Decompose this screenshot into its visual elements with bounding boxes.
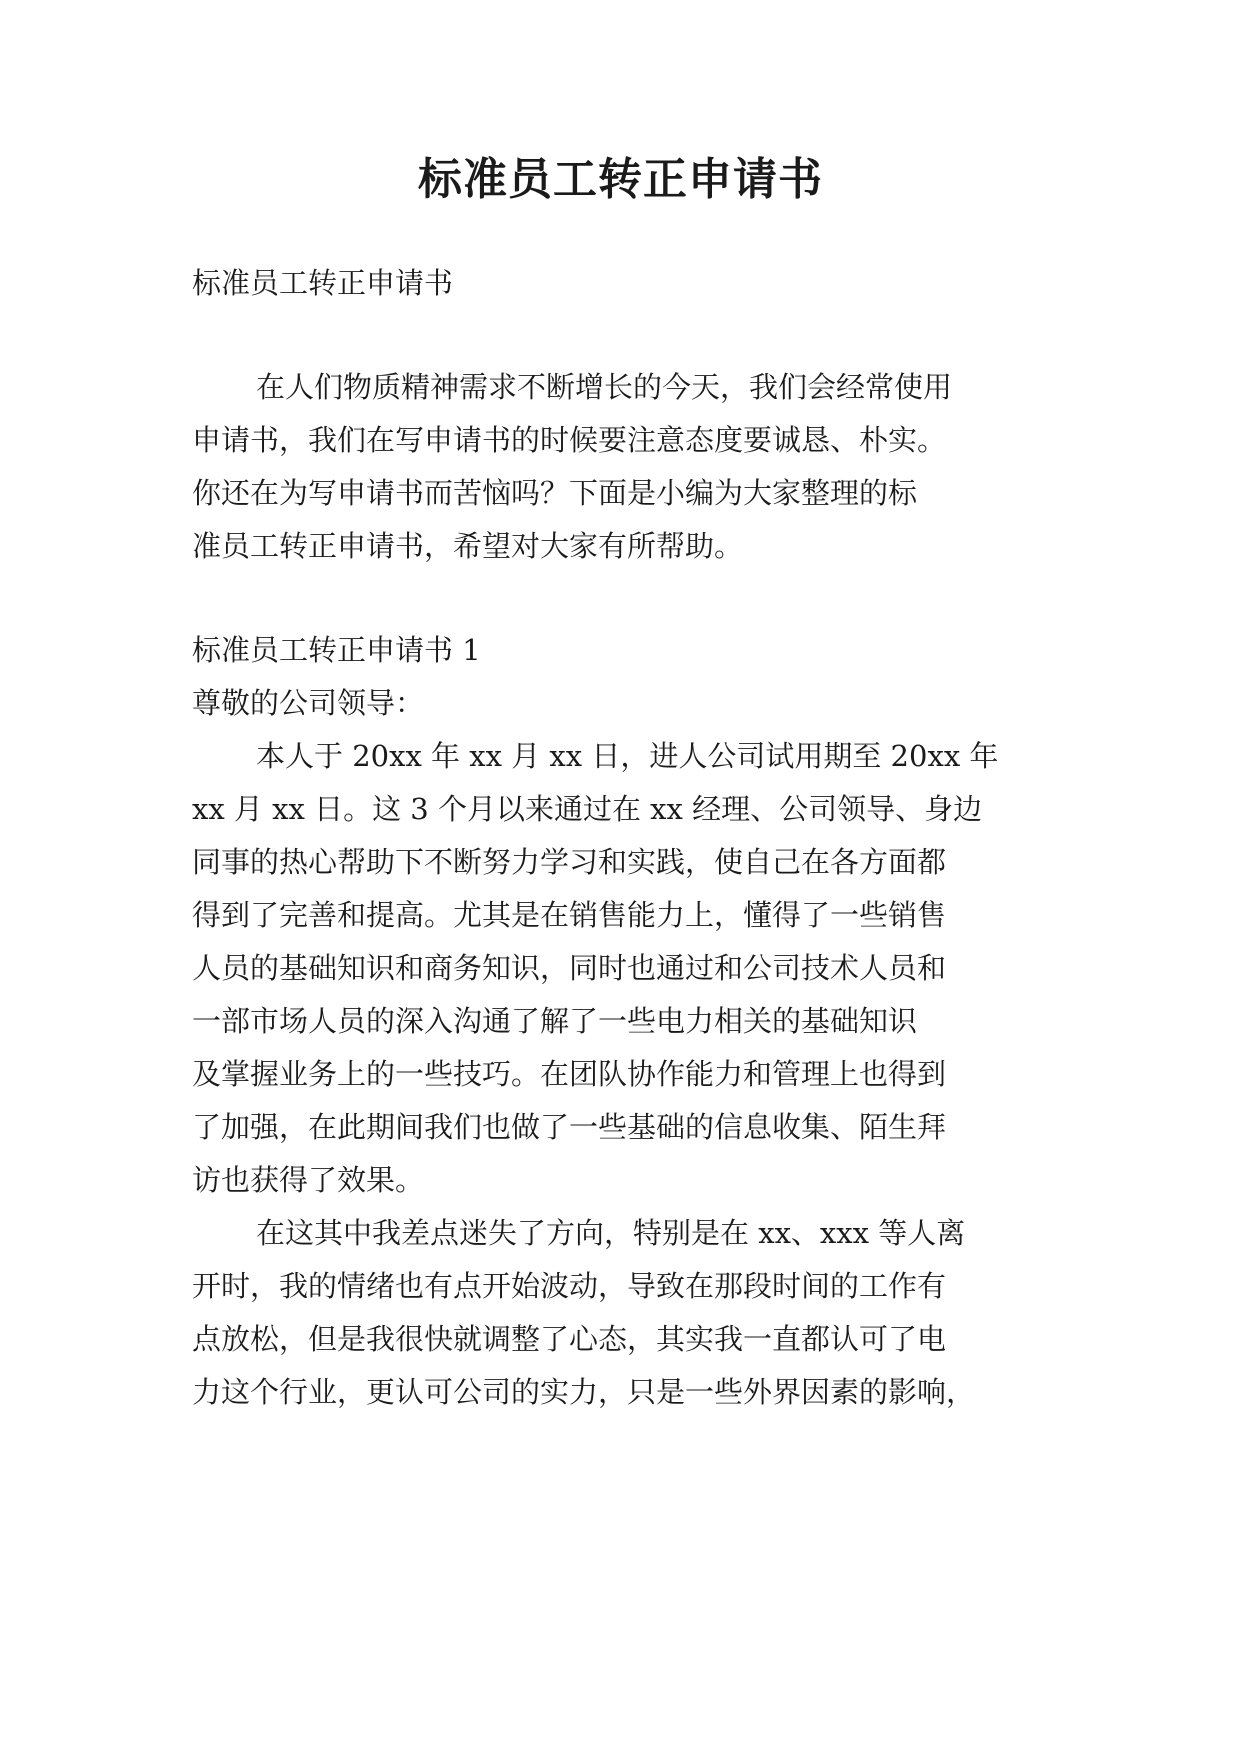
intro-line: 你还在为写申请书而苦恼吗？下面是小编为大家整理的标	[192, 476, 918, 510]
salutation: 尊敬的公司领导：	[192, 686, 425, 720]
body-line: 及掌握业务上的一些技巧。在团队协作能力和管理上也得到	[192, 1057, 947, 1091]
body-line: 同事的热心帮助下不断努力学习和实践，使自己在各方面都	[192, 845, 947, 879]
intro-line: 在人们物质精神需求不断增长的今天，我们会经常使用	[256, 370, 953, 404]
section-heading: 标准员工转正申请书 1	[192, 633, 481, 667]
body-line: 本人于 20xx 年 xx 月 xx 日，进人公司试用期至 20xx 年	[256, 739, 999, 773]
body-line: 得到了完善和提高。尤其是在销售能力上，懂得了一些销售	[192, 898, 947, 932]
body-line: 访也获得了效果。	[192, 1163, 425, 1197]
document-subtitle: 标准员工转正申请书	[192, 266, 454, 300]
body-line: 一部市场人员的深入沟通了解了一些电力相关的基础知识	[192, 1004, 918, 1038]
body-line: xx 月 xx 日。这 3 个月以来通过在 xx 经理、公司领导、身边	[192, 792, 983, 826]
body-line: 在这其中我差点迷失了方向，特别是在 xx、xxx 等人离	[256, 1216, 966, 1250]
document-title: 标准员工转正申请书	[418, 154, 823, 205]
body-line: 了加强，在此期间我们也做了一些基础的信息收集、陌生拜	[192, 1110, 947, 1144]
body-line: 开时，我的情绪也有点开始波动，导致在那段时间的工作有	[192, 1269, 947, 1303]
intro-line: 准员工转正申请书，希望对大家有所帮助。	[192, 529, 744, 563]
body-line: 点放松，但是我很快就调整了心态，其实我一直都认可了电	[192, 1322, 947, 1356]
body-line: 力这个行业，更认可公司的实力，只是一些外界因素的影响，	[192, 1375, 976, 1409]
body-line: 人员的基础知识和商务知识，同时也通过和公司技术人员和	[192, 951, 947, 985]
intro-line: 申请书，我们在写申请书的时候要注意态度要诚恳、朴实。	[192, 423, 947, 457]
